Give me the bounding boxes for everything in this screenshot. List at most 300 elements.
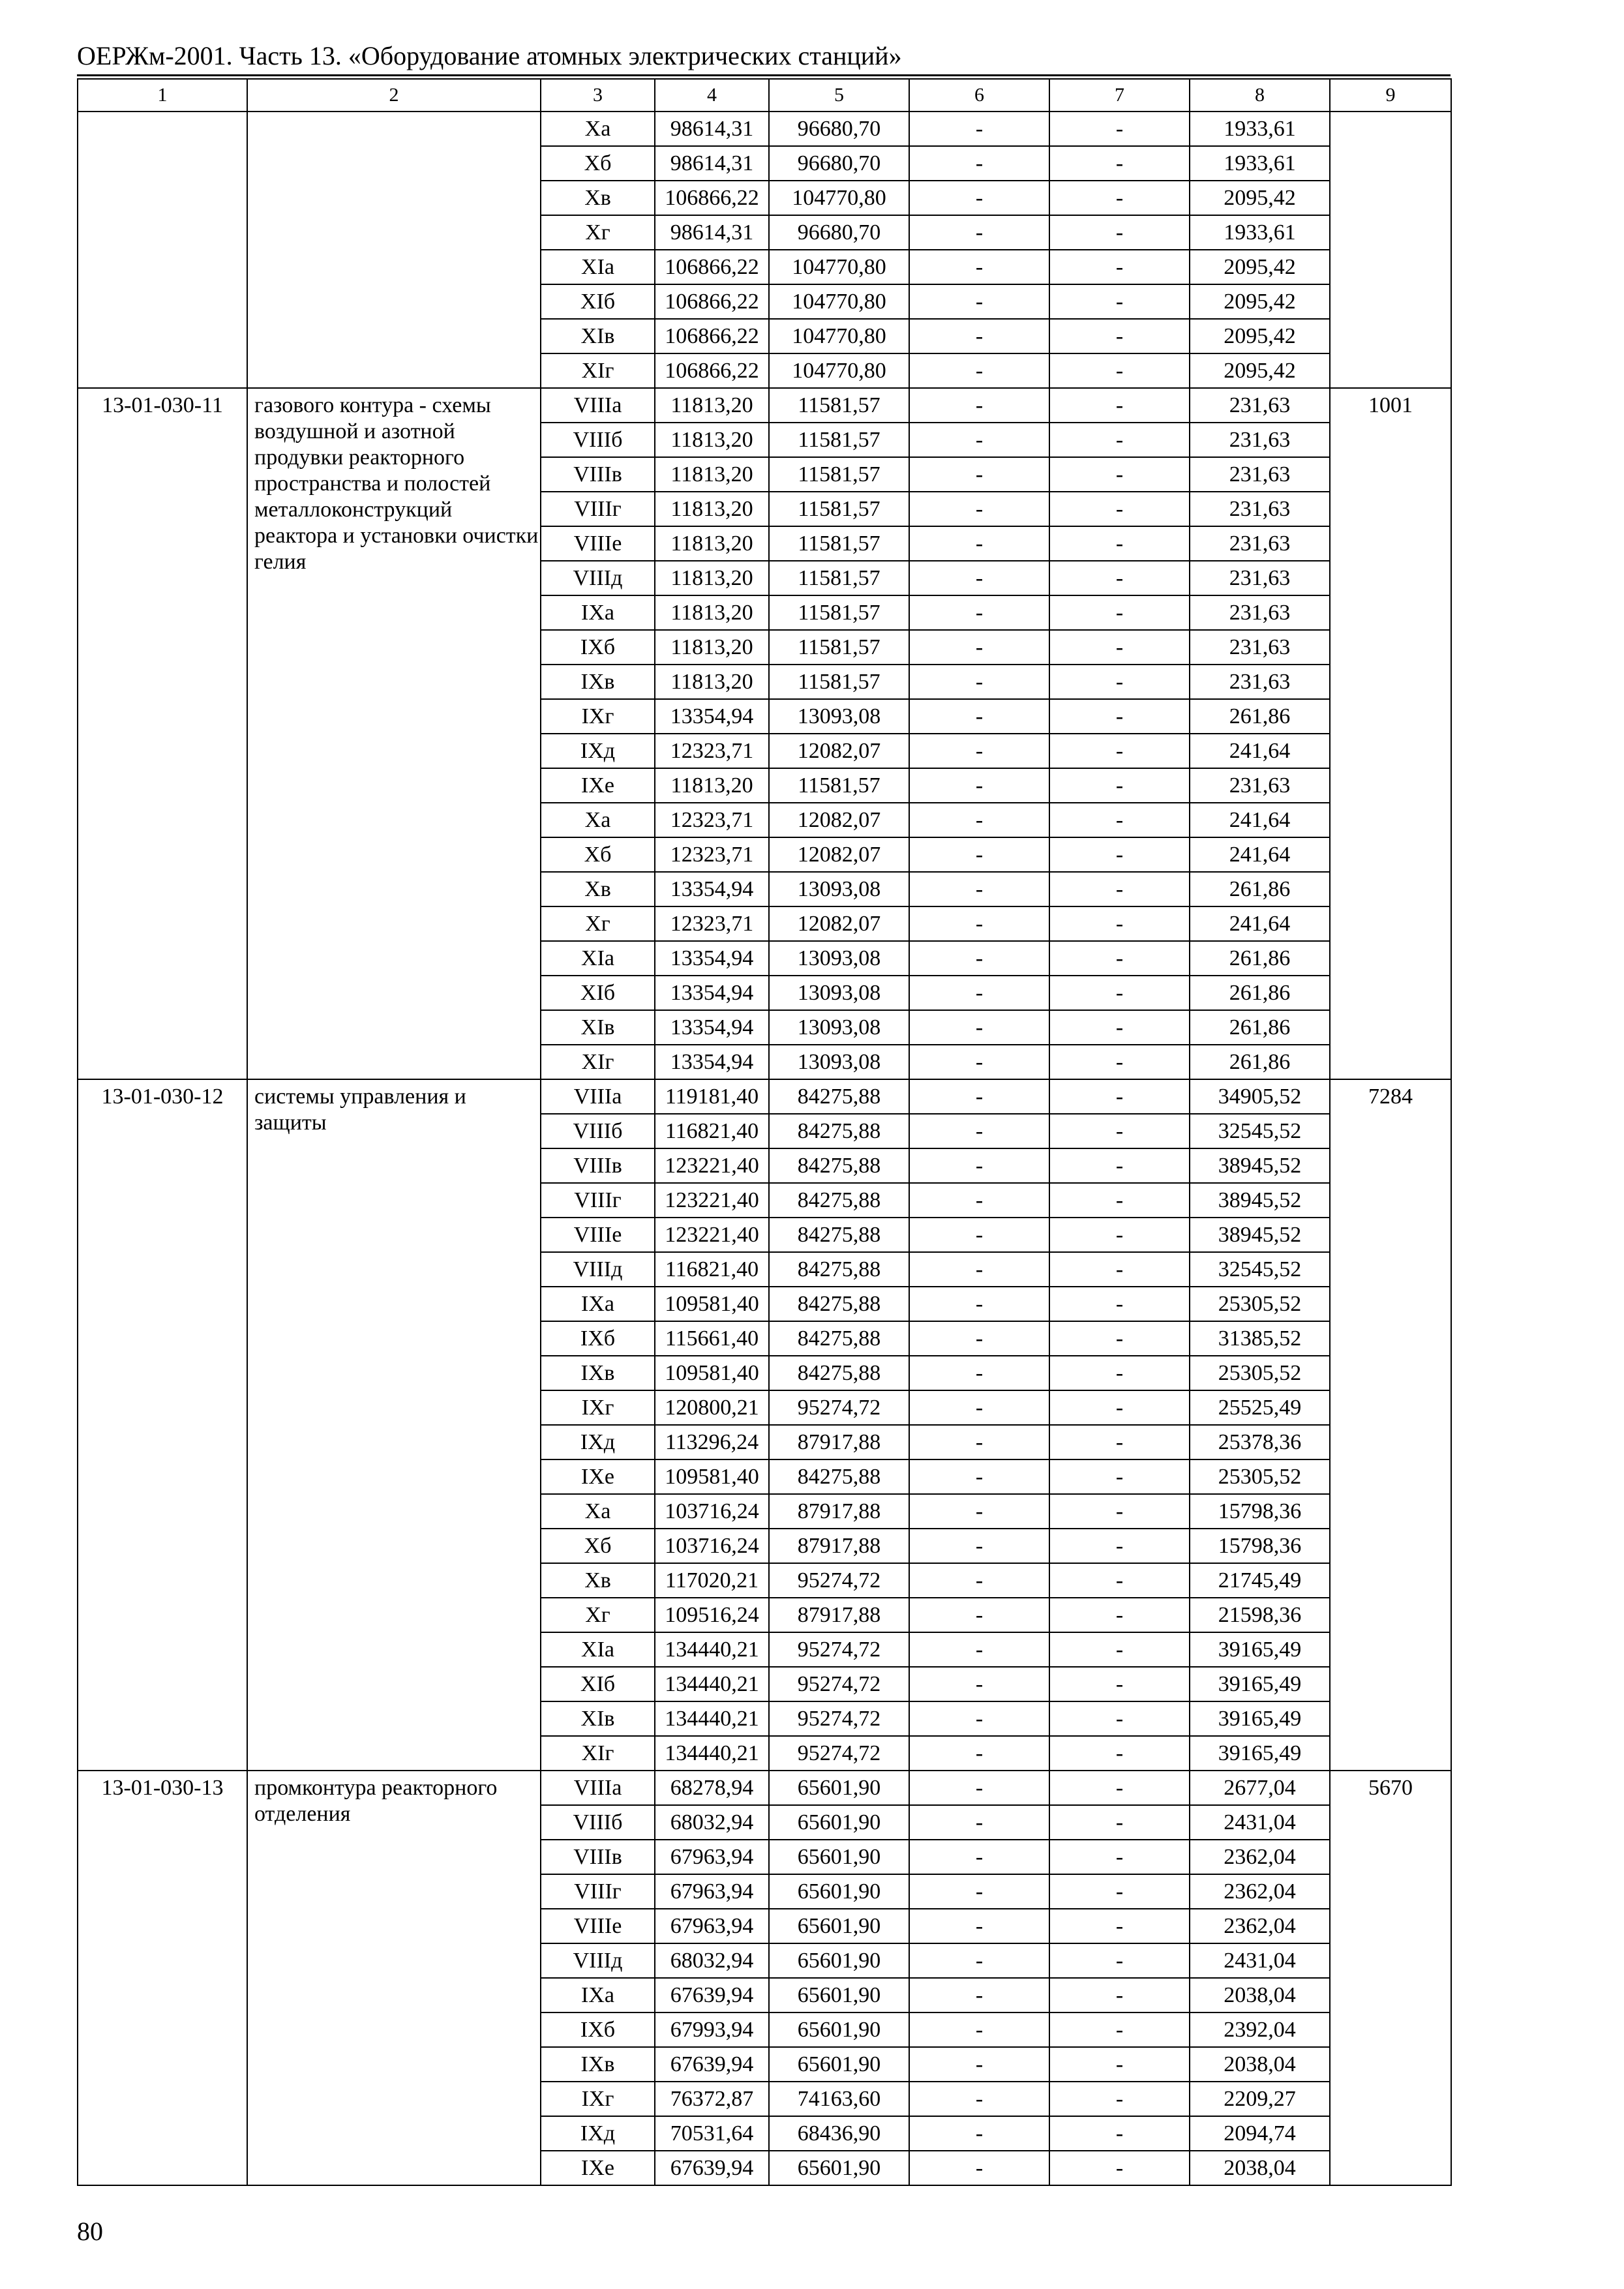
equipment-cost-cell: 11581,57 [769,561,909,595]
col6-cell: - [909,1045,1049,1079]
total-cost-cell: 67639,94 [655,2151,769,2185]
equipment-cost-cell: 65601,90 [769,2151,909,2185]
total-cost-cell: 98614,31 [655,215,769,250]
equipment-cost-cell: 13093,08 [769,1045,909,1079]
item-code: 13-01-030-13 [78,1771,247,2185]
col7-cell: - [1049,976,1190,1010]
col7-cell: - [1049,423,1190,457]
column-header: 3 [541,79,655,112]
col7-cell: - [1049,1667,1190,1701]
col7-cell: - [1049,457,1190,492]
equipment-cost-cell: 65601,90 [769,1909,909,1943]
col6-cell: - [909,146,1049,181]
total-cost-cell: 11813,20 [655,388,769,423]
total-cost-cell: 106866,22 [655,319,769,353]
equipment-cost-cell: 96680,70 [769,215,909,250]
col8-cell: 38945,52 [1190,1183,1330,1218]
equipment-cost-cell: 13093,08 [769,1010,909,1045]
total-cost-cell: 98614,31 [655,146,769,181]
col7-cell: - [1049,699,1190,734]
total-cost-cell: 11813,20 [655,768,769,803]
equipment-cost-cell: 13093,08 [769,699,909,734]
zone-cell: Xб [541,1529,655,1563]
total-cost-cell: 11813,20 [655,526,769,561]
column-header: 2 [247,79,541,112]
total-cost-cell: 106866,22 [655,181,769,215]
col8-cell: 32545,52 [1190,1114,1330,1148]
equipment-cost-cell: 84275,88 [769,1356,909,1390]
price-table [77,78,1452,2186]
col7-cell: - [1049,1079,1190,1114]
col6-cell: - [909,906,1049,941]
zone-cell: VIIIв [541,1840,655,1874]
total-cost-cell: 106866,22 [655,250,769,284]
col8-cell: 231,63 [1190,665,1330,699]
col8-cell: 231,63 [1190,630,1330,665]
equipment-cost-cell: 11581,57 [769,630,909,665]
total-cost-cell: 12323,71 [655,734,769,768]
col6-cell: - [909,1771,1049,1805]
zone-cell: IXд [541,734,655,768]
col6-cell: - [909,2116,1049,2151]
col7-cell: - [1049,595,1190,630]
equipment-cost-cell: 87917,88 [769,1529,909,1563]
col6-cell: - [909,1494,1049,1529]
col7-cell: - [1049,1356,1190,1390]
total-cost-cell: 98614,31 [655,112,769,146]
col6-cell: - [909,1978,1049,2012]
col8-cell: 2431,04 [1190,1805,1330,1840]
col8-cell: 1933,61 [1190,215,1330,250]
zone-cell: XIв [541,1010,655,1045]
col6-cell: - [909,457,1049,492]
total-cost-cell: 11813,20 [655,561,769,595]
col8-cell: 39165,49 [1190,1632,1330,1667]
zone-cell: Xг [541,215,655,250]
col7-cell: - [1049,1218,1190,1252]
equipment-cost-cell: 87917,88 [769,1598,909,1632]
column-number-row [78,79,1451,112]
zone-cell: Xб [541,146,655,181]
total-cost-cell: 134440,21 [655,1736,769,1771]
total-cost-cell: 103716,24 [655,1529,769,1563]
total-cost-cell: 11813,20 [655,630,769,665]
zone-cell: Xв [541,1563,655,1598]
total-cost-cell: 123221,40 [655,1218,769,1252]
total-cost-cell: 123221,40 [655,1148,769,1183]
total-cost-cell: 13354,94 [655,1010,769,1045]
equipment-cost-cell: 12082,07 [769,906,909,941]
column-header: 6 [909,79,1049,112]
col7-cell: - [1049,906,1190,941]
col6-cell: - [909,1218,1049,1252]
col7-cell: - [1049,1805,1190,1840]
zone-cell: VIIIг [541,1874,655,1909]
col8-cell: 2094,74 [1190,2116,1330,2151]
total-cost-cell: 123221,40 [655,1183,769,1218]
zone-cell: VIIIe [541,1218,655,1252]
col8-cell: 21745,49 [1190,1563,1330,1598]
equipment-cost-cell: 68436,90 [769,2116,909,2151]
zone-cell: IXa [541,1978,655,2012]
total-cost-cell: 134440,21 [655,1632,769,1667]
zone-cell: Xa [541,112,655,146]
zone-cell: IXe [541,768,655,803]
column-header: 5 [769,79,909,112]
zone-cell: IXв [541,665,655,699]
col6-cell: - [909,1321,1049,1356]
equipment-cost-cell: 96680,70 [769,112,909,146]
total-cost-cell: 68032,94 [655,1943,769,1978]
zone-cell: XIг [541,1045,655,1079]
zone-cell: XIб [541,1667,655,1701]
col6-cell: - [909,1736,1049,1771]
col8-cell: 2038,04 [1190,2151,1330,2185]
zone-cell: IXб [541,1321,655,1356]
col8-cell: 2362,04 [1190,1909,1330,1943]
col8-cell: 2095,42 [1190,181,1330,215]
equipment-cost-cell: 104770,80 [769,353,909,388]
col8-cell: 25305,52 [1190,1356,1330,1390]
col7-cell: - [1049,768,1190,803]
equipment-cost-cell: 11581,57 [769,665,909,699]
col8-cell: 261,86 [1190,1010,1330,1045]
col8-cell: 2038,04 [1190,1978,1330,2012]
zone-cell: IXв [541,1356,655,1390]
col6-cell: - [909,2151,1049,2185]
column-header: 8 [1190,79,1330,112]
col7-cell: - [1049,2116,1190,2151]
zone-cell: IXд [541,2116,655,2151]
zone-cell: XIб [541,976,655,1010]
total-cost-cell: 76372,87 [655,2082,769,2116]
col7-cell: - [1049,665,1190,699]
col8-cell: 15798,36 [1190,1494,1330,1529]
col8-cell: 2362,04 [1190,1874,1330,1909]
col6-cell: - [909,872,1049,906]
item-col9 [1330,112,1451,388]
col6-cell: - [909,319,1049,353]
col7-cell: - [1049,1148,1190,1183]
table-row [78,1079,1451,1114]
zone-cell: XIв [541,1701,655,1736]
col8-cell: 231,63 [1190,457,1330,492]
equipment-cost-cell: 84275,88 [769,1079,909,1114]
col6-cell: - [909,561,1049,595]
col8-cell: 241,64 [1190,906,1330,941]
equipment-cost-cell: 84275,88 [769,1321,909,1356]
col7-cell: - [1049,837,1190,872]
zone-cell: VIIIa [541,1771,655,1805]
total-cost-cell: 12323,71 [655,837,769,872]
zone-cell: IXa [541,1287,655,1321]
column-header: 9 [1330,79,1451,112]
zone-cell: Xг [541,906,655,941]
col7-cell: - [1049,2012,1190,2047]
total-cost-cell: 116821,40 [655,1114,769,1148]
col6-cell: - [909,734,1049,768]
equipment-cost-cell: 95274,72 [769,1632,909,1667]
item-description: газового контура - схемы воздушной и азотной продувки реакторного пространства и полостей металлоконструкций реактора и установки очистки гелия [247,388,541,1079]
zone-cell: VIIIд [541,1252,655,1287]
col8-cell: 2095,42 [1190,319,1330,353]
total-cost-cell: 13354,94 [655,872,769,906]
item-code: 13-01-030-11 [78,388,247,1079]
col8-cell: 15798,36 [1190,1529,1330,1563]
col8-cell: 261,86 [1190,1045,1330,1079]
total-cost-cell: 67639,94 [655,1978,769,2012]
col7-cell: - [1049,1874,1190,1909]
col8-cell: 241,64 [1190,803,1330,837]
col6-cell: - [909,388,1049,423]
col8-cell: 2362,04 [1190,1840,1330,1874]
equipment-cost-cell: 11581,57 [769,595,909,630]
col7-cell: - [1049,2151,1190,2185]
col6-cell: - [909,1183,1049,1218]
zone-cell: VIIIд [541,561,655,595]
col6-cell: - [909,665,1049,699]
total-cost-cell: 120800,21 [655,1390,769,1425]
col6-cell: - [909,1667,1049,1701]
col7-cell: - [1049,872,1190,906]
total-cost-cell: 115661,40 [655,1321,769,1356]
col8-cell: 231,63 [1190,561,1330,595]
zone-cell: IXe [541,2151,655,2185]
equipment-cost-cell: 104770,80 [769,181,909,215]
col8-cell: 2095,42 [1190,250,1330,284]
col7-cell: - [1049,1183,1190,1218]
total-cost-cell: 68278,94 [655,1771,769,1805]
col8-cell: 2209,27 [1190,2082,1330,2116]
col7-cell: - [1049,1252,1190,1287]
col6-cell: - [909,941,1049,976]
col6-cell: - [909,1563,1049,1598]
col7-cell: - [1049,1425,1190,1459]
col6-cell: - [909,768,1049,803]
col7-cell: - [1049,146,1190,181]
col8-cell: 31385,52 [1190,1321,1330,1356]
total-cost-cell: 68032,94 [655,1805,769,1840]
total-cost-cell: 11813,20 [655,492,769,526]
col8-cell: 261,86 [1190,699,1330,734]
col7-cell: - [1049,1943,1190,1978]
col6-cell: - [909,803,1049,837]
col7-cell: - [1049,215,1190,250]
col7-cell: - [1049,630,1190,665]
col6-cell: - [909,2047,1049,2082]
zone-cell: XIв [541,319,655,353]
col8-cell: 261,86 [1190,941,1330,976]
item-code: 13-01-030-12 [78,1079,247,1771]
col7-cell: - [1049,1840,1190,1874]
total-cost-cell: 109581,40 [655,1287,769,1321]
table-body [78,112,1451,2185]
zone-cell: XIa [541,1632,655,1667]
item-col9: 5670 [1330,1771,1451,2185]
col7-cell: - [1049,1701,1190,1736]
column-header: 4 [655,79,769,112]
col8-cell: 25305,52 [1190,1287,1330,1321]
col6-cell: - [909,2082,1049,2116]
zone-cell: IXг [541,1390,655,1425]
header-rule [77,74,1451,76]
col6-cell: - [909,2012,1049,2047]
equipment-cost-cell: 12082,07 [769,734,909,768]
col7-cell: - [1049,284,1190,319]
zone-cell: VIIIг [541,492,655,526]
equipment-cost-cell: 12082,07 [769,803,909,837]
col8-cell: 21598,36 [1190,1598,1330,1632]
col8-cell: 38945,52 [1190,1218,1330,1252]
equipment-cost-cell: 104770,80 [769,250,909,284]
col7-cell: - [1049,1010,1190,1045]
col6-cell: - [909,1459,1049,1494]
col6-cell: - [909,837,1049,872]
col7-cell: - [1049,1494,1190,1529]
column-header: 7 [1049,79,1190,112]
total-cost-cell: 134440,21 [655,1701,769,1736]
zone-cell: XIa [541,941,655,976]
equipment-cost-cell: 11581,57 [769,423,909,457]
col8-cell: 39165,49 [1190,1701,1330,1736]
col7-cell: - [1049,181,1190,215]
equipment-cost-cell: 12082,07 [769,837,909,872]
equipment-cost-cell: 11581,57 [769,388,909,423]
zone-cell: VIIIa [541,388,655,423]
zone-cell: IXa [541,595,655,630]
col8-cell: 1933,61 [1190,146,1330,181]
table-row [78,388,1451,423]
equipment-cost-cell: 65601,90 [769,1943,909,1978]
equipment-cost-cell: 96680,70 [769,146,909,181]
total-cost-cell: 11813,20 [655,595,769,630]
total-cost-cell: 13354,94 [655,941,769,976]
zone-cell: VIIIв [541,1148,655,1183]
col8-cell: 25378,36 [1190,1425,1330,1459]
col7-cell: - [1049,1563,1190,1598]
col6-cell: - [909,1252,1049,1287]
col8-cell: 25525,49 [1190,1390,1330,1425]
col7-cell: - [1049,1390,1190,1425]
total-cost-cell: 106866,22 [655,284,769,319]
total-cost-cell: 113296,24 [655,1425,769,1459]
zone-cell: VIIIб [541,1805,655,1840]
col7-cell: - [1049,1736,1190,1771]
equipment-cost-cell: 95274,72 [769,1667,909,1701]
total-cost-cell: 11813,20 [655,423,769,457]
col8-cell: 261,86 [1190,872,1330,906]
col7-cell: - [1049,2047,1190,2082]
zone-cell: IXв [541,2047,655,2082]
equipment-cost-cell: 87917,88 [769,1494,909,1529]
col8-cell: 2095,42 [1190,284,1330,319]
col7-cell: - [1049,1598,1190,1632]
equipment-cost-cell: 84275,88 [769,1252,909,1287]
col7-cell: - [1049,388,1190,423]
equipment-cost-cell: 65601,90 [769,1840,909,1874]
total-cost-cell: 109516,24 [655,1598,769,1632]
col8-cell: 241,64 [1190,734,1330,768]
col6-cell: - [909,1632,1049,1667]
total-cost-cell: 11813,20 [655,665,769,699]
col8-cell: 261,86 [1190,976,1330,1010]
col6-cell: - [909,492,1049,526]
total-cost-cell: 13354,94 [655,1045,769,1079]
col6-cell: - [909,112,1049,146]
col7-cell: - [1049,526,1190,561]
item-code [78,112,247,388]
col8-cell: 1933,61 [1190,112,1330,146]
col7-cell: - [1049,319,1190,353]
table-row [78,112,1451,146]
equipment-cost-cell: 84275,88 [769,1287,909,1321]
total-cost-cell: 70531,64 [655,2116,769,2151]
table-row [78,1771,1451,1805]
equipment-cost-cell: 65601,90 [769,1874,909,1909]
col7-cell: - [1049,1287,1190,1321]
equipment-cost-cell: 11581,57 [769,492,909,526]
zone-cell: Xв [541,181,655,215]
page-number: 80 [77,2217,103,2246]
equipment-cost-cell: 11581,57 [769,457,909,492]
col6-cell: - [909,976,1049,1010]
equipment-cost-cell: 65601,90 [769,1771,909,1805]
equipment-cost-cell: 11581,57 [769,526,909,561]
col6-cell: - [909,526,1049,561]
col7-cell: - [1049,1045,1190,1079]
col7-cell: - [1049,2082,1190,2116]
col8-cell: 39165,49 [1190,1736,1330,1771]
equipment-cost-cell: 11581,57 [769,768,909,803]
zone-cell: Xв [541,872,655,906]
col8-cell: 39165,49 [1190,1667,1330,1701]
col7-cell: - [1049,1978,1190,2012]
total-cost-cell: 134440,21 [655,1667,769,1701]
zone-cell: VIIIa [541,1079,655,1114]
col7-cell: - [1049,1459,1190,1494]
total-cost-cell: 12323,71 [655,906,769,941]
col6-cell: - [909,1390,1049,1425]
total-cost-cell: 103716,24 [655,1494,769,1529]
zone-cell: XIг [541,353,655,388]
col6-cell: - [909,250,1049,284]
equipment-cost-cell: 95274,72 [769,1736,909,1771]
col6-cell: - [909,181,1049,215]
zone-cell: VIIIг [541,1183,655,1218]
item-col9: 7284 [1330,1079,1451,1771]
total-cost-cell: 109581,40 [655,1356,769,1390]
equipment-cost-cell: 65601,90 [769,1978,909,2012]
col8-cell: 2431,04 [1190,1943,1330,1978]
zone-cell: VIIIe [541,1909,655,1943]
item-description: промконтура реакторного отделения [247,1771,541,2185]
col8-cell: 231,63 [1190,595,1330,630]
col6-cell: - [909,1425,1049,1459]
col6-cell: - [909,630,1049,665]
column-header: 1 [78,79,247,112]
equipment-cost-cell: 13093,08 [769,872,909,906]
col8-cell: 231,63 [1190,526,1330,561]
equipment-cost-cell: 95274,72 [769,1390,909,1425]
zone-cell: IXe [541,1459,655,1494]
total-cost-cell: 106866,22 [655,353,769,388]
col6-cell: - [909,699,1049,734]
col7-cell: - [1049,112,1190,146]
zone-cell: Xa [541,1494,655,1529]
col8-cell: 2677,04 [1190,1771,1330,1805]
col8-cell: 231,63 [1190,388,1330,423]
col6-cell: - [909,1701,1049,1736]
